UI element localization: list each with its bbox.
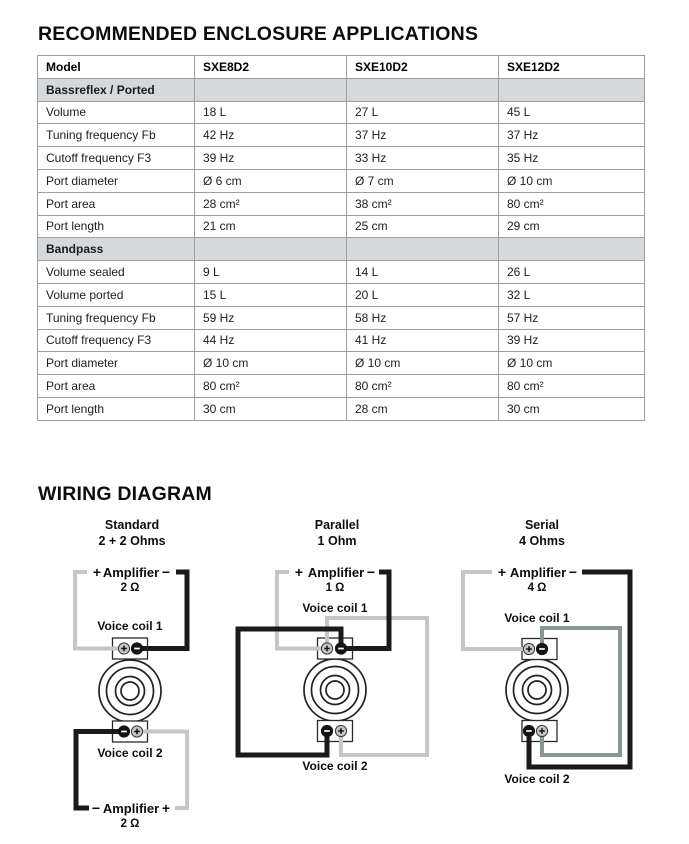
diagram-serial <box>463 564 630 786</box>
wiring-diagrams <box>0 550 689 844</box>
value-cell: 28 cm <box>347 397 499 420</box>
value-cell: 38 cm² <box>347 192 499 215</box>
table-row <box>38 283 645 306</box>
wire-positive <box>140 732 187 809</box>
value-cell: 28 cm² <box>195 192 347 215</box>
value-cell: 44 Hz <box>195 329 347 352</box>
value-cell: Ø 10 cm <box>347 352 499 375</box>
enclosure-table <box>37 55 645 421</box>
value-cell: 37 Hz <box>499 124 645 147</box>
speaker-icon <box>506 659 568 721</box>
empty-cell <box>499 238 645 261</box>
column-header: SXE8D2 <box>195 56 347 79</box>
diagram-title: Parallel <box>314 518 360 532</box>
row-label-cell: Volume <box>38 101 195 124</box>
value-cell: 80 cm² <box>347 375 499 398</box>
impedance-label: 4 Ω <box>527 582 547 594</box>
value-cell: Ø 10 cm <box>195 352 347 375</box>
value-cell: 25 cm <box>347 215 499 238</box>
value-cell: 39 Hz <box>195 147 347 170</box>
table-row <box>38 169 645 192</box>
value-cell: 27 L <box>347 101 499 124</box>
value-cell: Ø 10 cm <box>499 169 645 192</box>
voice-coil-2-label: Voice coil 2 <box>302 759 368 773</box>
row-label-cell: Cutoff frequency F3 <box>38 147 195 170</box>
value-cell: 30 cm <box>499 397 645 420</box>
value-cell: 14 L <box>347 261 499 284</box>
amp-minus-sign: − <box>91 800 101 816</box>
table-row <box>38 147 645 170</box>
speaker-icon <box>99 660 161 722</box>
minus-terminal-icon <box>321 725 332 736</box>
voice-coil-1-label: Voice coil 1 <box>302 601 368 615</box>
plus-terminal-icon <box>335 725 346 736</box>
value-cell: Ø 7 cm <box>347 169 499 192</box>
diagram-standard <box>75 564 187 830</box>
wire-positive <box>75 572 121 649</box>
diagram-title: Serial <box>524 518 560 532</box>
value-cell: 59 Hz <box>195 306 347 329</box>
empty-cell <box>499 78 645 101</box>
table-row <box>38 306 645 329</box>
value-cell: 26 L <box>499 261 645 284</box>
enclosure-table-wrapper <box>37 55 645 421</box>
empty-cell <box>195 78 347 101</box>
plus-terminal-icon <box>321 643 332 654</box>
section-row <box>38 238 645 261</box>
value-cell: 35 Hz <box>499 147 645 170</box>
amplifier-label: Amplifier <box>307 565 365 580</box>
impedance-label: 1 Ω <box>325 582 345 594</box>
value-cell: 30 cm <box>195 397 347 420</box>
wire-negative <box>140 572 187 649</box>
value-cell: 80 cm² <box>195 375 347 398</box>
value-cell: 80 cm² <box>499 375 645 398</box>
amplifier-label: Amplifier <box>102 801 160 816</box>
table-row <box>38 261 645 284</box>
diagram-impedance: 2 + 2 Ohms <box>98 534 166 548</box>
plus-terminal-icon <box>536 725 547 736</box>
minus-terminal-icon <box>118 726 129 737</box>
table-row <box>38 215 645 238</box>
row-label-cell: Port length <box>38 397 195 420</box>
value-cell: Ø 10 cm <box>499 352 645 375</box>
diagram-title: Standard <box>104 518 160 532</box>
amplifier-label: Amplifier <box>102 565 160 580</box>
amp-plus-sign: + <box>161 800 171 816</box>
voice-coil-1-label: Voice coil 1 <box>504 611 570 625</box>
value-cell: 18 L <box>195 101 347 124</box>
plus-terminal-icon <box>118 643 129 654</box>
value-cell: 42 Hz <box>195 124 347 147</box>
voice-coil-1-label: Voice coil 1 <box>97 619 163 633</box>
section-label-cell: Bassreflex / Ported <box>38 78 195 101</box>
voice-coil-2-label: Voice coil 2 <box>504 772 570 786</box>
row-label-cell: Port diameter <box>38 169 195 192</box>
value-cell: 41 Hz <box>347 329 499 352</box>
amp-plus-sign: + <box>294 564 304 580</box>
empty-cell <box>347 78 499 101</box>
impedance-label: 2 Ω <box>120 818 140 830</box>
column-header: SXE12D2 <box>499 56 645 79</box>
row-label-cell: Port length <box>38 215 195 238</box>
diagram-header-parallel <box>237 517 437 549</box>
amp-plus-sign: + <box>92 564 102 580</box>
diagram-header-standard <box>32 517 232 549</box>
table-row <box>38 352 645 375</box>
value-cell: 33 Hz <box>347 147 499 170</box>
row-label-cell: Tuning frequency Fb <box>38 124 195 147</box>
diagram-impedance: 4 Ohms <box>519 534 565 548</box>
section-title-enclosure-applications: RECOMMENDED ENCLOSURE APPLICATIONS <box>38 23 479 45</box>
value-cell: 45 L <box>499 101 645 124</box>
plus-terminal-icon <box>523 643 534 654</box>
table-row <box>38 101 645 124</box>
minus-terminal-icon <box>335 643 346 654</box>
impedance-label: 2 Ω <box>120 582 140 594</box>
speaker-icon <box>304 659 366 721</box>
minus-terminal-icon <box>131 643 142 654</box>
value-cell: 32 L <box>499 283 645 306</box>
voice-coil-2-label: Voice coil 2 <box>97 746 163 760</box>
row-label-cell: Volume sealed <box>38 261 195 284</box>
table-row <box>38 192 645 215</box>
value-cell: 58 Hz <box>347 306 499 329</box>
amp-minus-sign: − <box>366 564 376 580</box>
row-label-cell: Volume ported <box>38 283 195 306</box>
row-label-cell: Cutoff frequency F3 <box>38 329 195 352</box>
minus-terminal-icon <box>523 725 534 736</box>
table-row <box>38 397 645 420</box>
amp-minus-sign: − <box>161 564 171 580</box>
value-cell: 15 L <box>195 283 347 306</box>
diagram-header-serial <box>442 517 642 549</box>
diagram-impedance: 1 Ohm <box>317 534 357 548</box>
empty-cell <box>195 238 347 261</box>
wire-negative <box>76 732 121 809</box>
table-row <box>38 329 645 352</box>
value-cell: 80 cm² <box>499 192 645 215</box>
value-cell: 21 cm <box>195 215 347 238</box>
amp-minus-sign: − <box>568 564 578 580</box>
minus-terminal-icon <box>536 643 547 654</box>
header-row <box>38 56 645 79</box>
empty-cell <box>347 238 499 261</box>
column-header: SXE10D2 <box>347 56 499 79</box>
value-cell: 9 L <box>195 261 347 284</box>
value-cell: 37 Hz <box>347 124 499 147</box>
row-label-cell: Port area <box>38 192 195 215</box>
table-row <box>38 124 645 147</box>
amplifier-label: Amplifier <box>509 565 567 580</box>
section-row <box>38 78 645 101</box>
section-label-cell: Bandpass <box>38 238 195 261</box>
row-label-cell: Port area <box>38 375 195 398</box>
value-cell: 20 L <box>347 283 499 306</box>
row-label-cell: Tuning frequency Fb <box>38 306 195 329</box>
table-row <box>38 375 645 398</box>
plus-terminal-icon <box>131 726 142 737</box>
value-cell: 39 Hz <box>499 329 645 352</box>
column-header: Model <box>38 56 195 79</box>
amp-plus-sign: + <box>497 564 507 580</box>
row-label-cell: Port diameter <box>38 352 195 375</box>
value-cell: 57 Hz <box>499 306 645 329</box>
section-title-wiring-diagram: WIRING DIAGRAM <box>38 483 212 505</box>
diagram-parallel <box>238 564 427 773</box>
value-cell: 29 cm <box>499 215 645 238</box>
value-cell: Ø 6 cm <box>195 169 347 192</box>
